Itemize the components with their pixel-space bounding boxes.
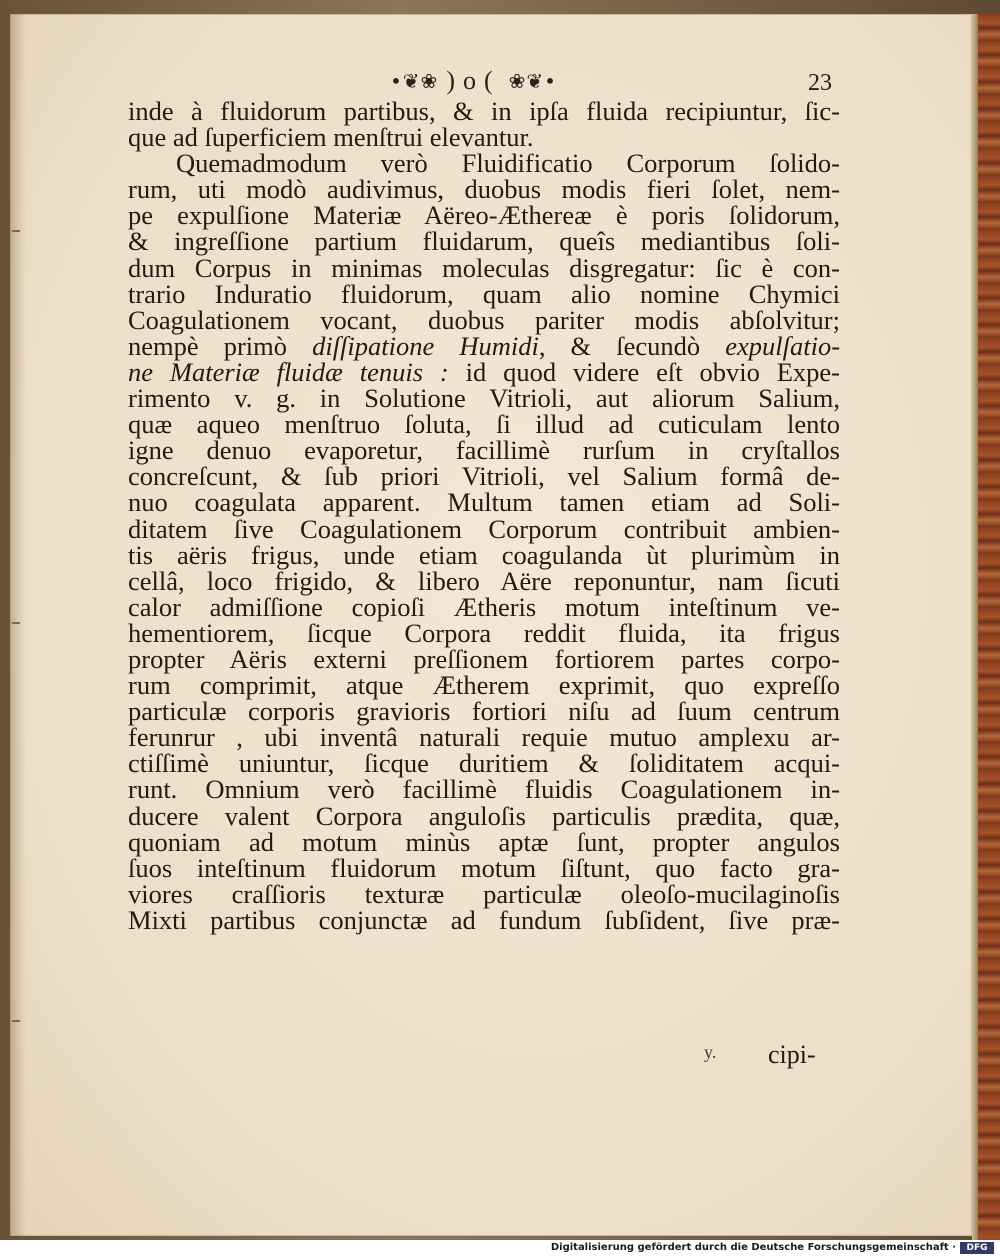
text-line: nuo coagulata apparent. Multum tamen etiam ad Soli- — [128, 487, 840, 518]
margin-tick — [12, 622, 20, 624]
text-line: ſuos inteſtinum fluidorum motum ſiſtunt, quo facto gra- — [128, 852, 840, 883]
italic-term: expulſatio- — [725, 330, 841, 361]
text-line: rimento v. g. in Solutione Vitrioli, aut aliorum Salium, — [128, 383, 840, 414]
text-run: , & ſecundò — [538, 330, 701, 361]
text-line: hementiorem, ſicque Corpora reddit fluida, ita frigus — [128, 617, 840, 648]
text-line: que ad ſuperficiem menſtrui elevantur. — [128, 122, 534, 153]
signature-mark: y. — [704, 1042, 717, 1062]
page-number: 23 — [808, 70, 832, 96]
text-run: nempè primò — [128, 330, 288, 361]
margin-tick — [12, 1020, 20, 1022]
text-line: cellâ, loco frigido, & libero Aëre reponuntur, nam ſicuti — [128, 565, 840, 596]
text-line-mixed — [128, 356, 841, 387]
text-line: quoniam ad motum minùs aptæ ſunt, propter angulos — [128, 826, 840, 857]
text-line: rum comprimit, atque Ætherem exprimit, quo expreſſo — [128, 670, 840, 701]
text-line: tis aëris frigus, unde etiam coagulanda ùt plurimùm in — [128, 539, 840, 570]
ornament-right-icon: ❀❦• — [508, 69, 557, 93]
text-line: Mixti partibus conjunctæ ad fundum ſubſident, ſive præ- — [128, 904, 840, 935]
text-line: runt. Omnium verò facillimè fluidis Coagulationem in- — [128, 774, 840, 805]
text-line: pe expulſione Materiæ Aëreo-Æthereæ è poris ſolidorum, — [128, 200, 840, 231]
catchword: cipi- — [768, 1040, 816, 1069]
text-line: inde à fluidorum partibus, & in ipſa fluida recipiuntur, ſic- — [128, 96, 840, 126]
text-line: particulæ corporis gravioris fortiori niſu ad ſuum centrum — [128, 696, 840, 727]
text-line: ditatem ſive Coagulationem Corporum contribuit ambien- — [128, 513, 840, 544]
running-head — [390, 66, 557, 96]
margin-tick — [12, 230, 20, 232]
text-line: trario Induratio fluidorum, quam alio nomine Chymici — [128, 278, 840, 309]
text-line: rum, uti modò audivimus, duobus modis fieri ſolet, nem- — [128, 174, 840, 205]
text-line-mixed — [128, 330, 841, 361]
text-line: ducere valent Corpora anguloſis particulis prædita, quæ, — [128, 800, 840, 831]
dfg-logo: DFG — [960, 1242, 994, 1254]
text-line: Coagulationem vocant, duobus pariter modis abſolvitur; — [128, 304, 840, 335]
text-line: viores craſſioris texturæ particulæ oleoſo-mucilaginoſis — [128, 878, 840, 909]
book-binding-edge — [972, 14, 1000, 1240]
body-text — [128, 98, 840, 933]
ornament-left-icon: •❦❀ — [390, 69, 439, 93]
page-gutter-shadow — [10, 14, 26, 1236]
text-line: calor admiſſione copioſi Ætheris motum inteſtinum ve- — [128, 591, 840, 622]
text-line: ctiſſimè uniuntur, ſicque duritiem & ſoliditatem acqui- — [128, 748, 840, 779]
text-line: propter Aëris externi preſſionem fortiorem partes corpo- — [128, 643, 840, 674]
text-line: & ingreſſione partium fluidarum, queîs mediantibus ſoli- — [128, 226, 840, 257]
italic-term: diſſipatione Humidi — [312, 330, 539, 361]
text-line: Quemadmodum verò Fluidificatio Corporum ſolido- — [176, 148, 840, 179]
text-line: ferunrur , ubi inventâ naturali requie mutuo amplexu ar- — [128, 722, 840, 753]
italic-term: ne Materiæ fluidæ tenuis : — [128, 356, 449, 387]
text-line: dum Corpus in minimas moleculas disgregatur: ſic è con- — [128, 252, 840, 283]
text-run: id quod videre eſt obvio Expe- — [448, 356, 841, 387]
text-line: quæ aqueo menſtruo ſoluta, ſi illud ad cuticulam lento — [128, 409, 840, 440]
text-line: igne denuo evaporetur, facillimè rurſum in cryſtallos — [128, 435, 840, 466]
funding-credit: Digitalisierung gefördert durch die Deutsche Forschungsgemeinschaft · — [550, 1242, 956, 1253]
running-head-center: )o( — [446, 66, 501, 95]
text-line: concreſcunt, & ſub priori Vitrioli, vel Salium formâ de- — [128, 461, 840, 492]
